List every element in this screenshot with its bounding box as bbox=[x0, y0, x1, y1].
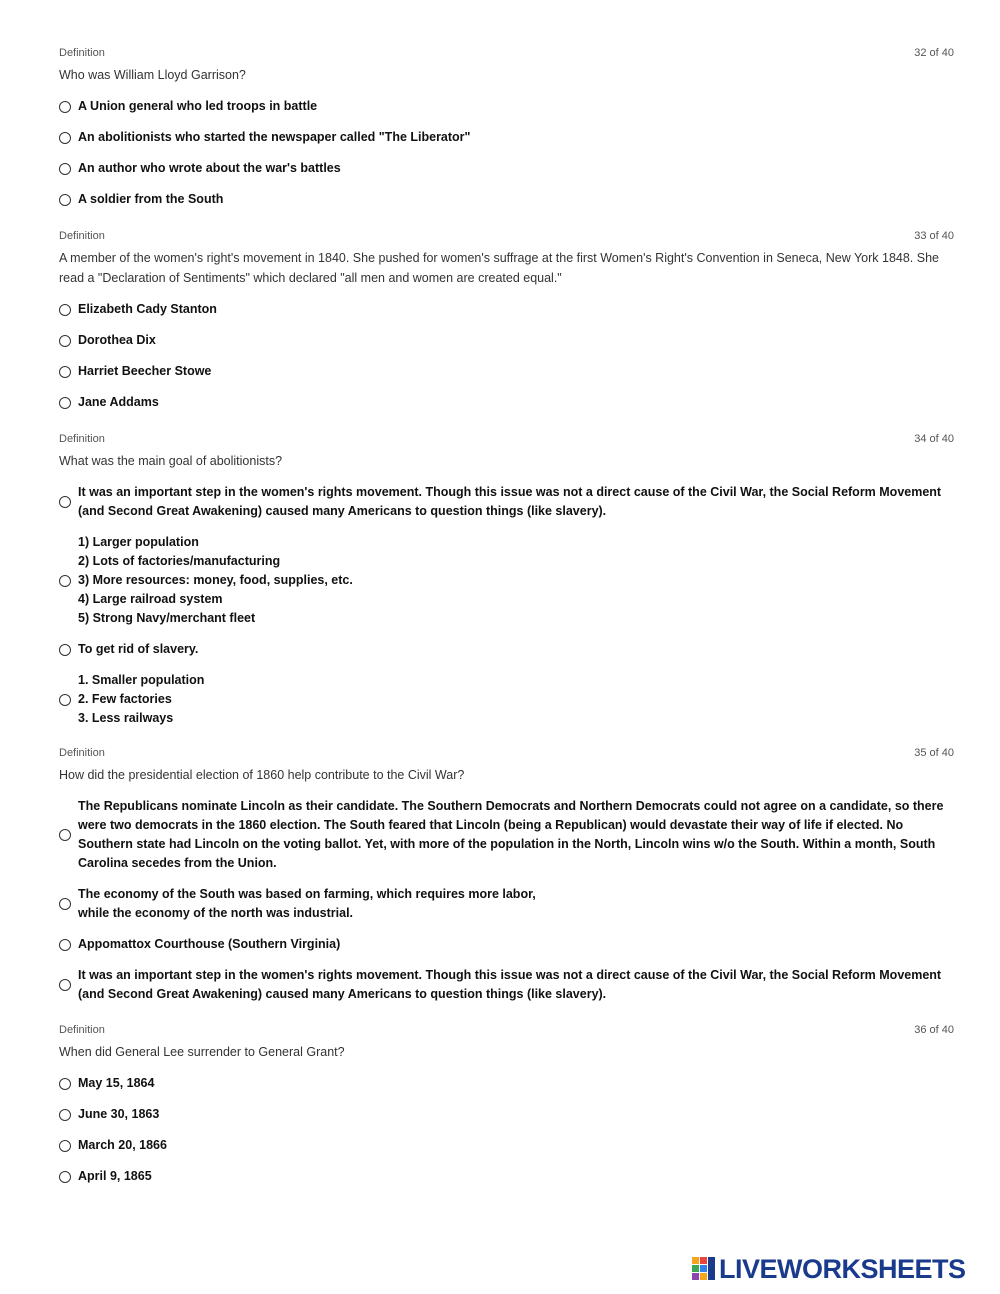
question-header bbox=[59, 433, 954, 449]
question-prompt: When did General Lee surrender to General Grant? bbox=[59, 1045, 345, 1059]
radio-button-icon[interactable] bbox=[59, 101, 71, 113]
question-prompt: What was the main goal of abolitionists? bbox=[59, 454, 283, 468]
answer-option[interactable] bbox=[59, 331, 954, 350]
radio-button-icon[interactable] bbox=[59, 1078, 71, 1090]
radio-button-icon[interactable] bbox=[59, 397, 71, 409]
question-type: Definition bbox=[59, 47, 105, 59]
option-label: Appomattox Courthouse (Southern Virginia) bbox=[78, 937, 341, 951]
option-label: It was an important step in the women's rights movement. Though this issue was not a direct cause of the Civil War, the Social Reform Movement (and Second Great Awakening) caused many Americans to question things (like slavery). bbox=[78, 485, 942, 518]
question-type: Definition bbox=[59, 433, 105, 445]
answer-option[interactable] bbox=[59, 885, 954, 923]
liveworksheets-logo-icon bbox=[692, 1257, 716, 1281]
option-label: A Union general who led troops in battle bbox=[78, 99, 318, 113]
answer-option[interactable] bbox=[59, 483, 954, 521]
question-type: Definition bbox=[59, 1024, 105, 1036]
question-type: Definition bbox=[59, 230, 105, 242]
option-label: An author who wrote about the war's battles bbox=[78, 161, 341, 175]
question-block bbox=[59, 230, 954, 412]
option-label: Harriet Beecher Stowe bbox=[78, 364, 212, 378]
option-label: The Republicans nominate Lincoln as their candidate. The Southern Democrats and Northern Democrats could not agree on a candidate, so there were two democrats in the 1860 election. The South feared that Lincoln (being a Republican) would devastate their way of life if elected. No Southern state had Lincoln on the voting ballot. Yet, with more of the population in the North, Lincoln wins w/o the South. Within a month, South Carolina secedes from the Union. bbox=[78, 799, 944, 870]
radio-button-icon[interactable] bbox=[59, 194, 71, 206]
radio-button-icon[interactable] bbox=[59, 366, 71, 378]
answer-option[interactable] bbox=[59, 1136, 954, 1155]
question-type: Definition bbox=[59, 747, 105, 759]
option-label: It was an important step in the women's rights movement. Though this issue was not a direct cause of the Civil War, the Social Reform Movement (and Second Great Awakening) caused many Americans to question things (like slavery). bbox=[78, 968, 942, 1001]
radio-button-icon[interactable] bbox=[59, 979, 71, 991]
question-header bbox=[59, 1024, 954, 1040]
question-block bbox=[59, 1024, 954, 1186]
option-label: 1. Smaller population 2. Few factories 3. Less railways bbox=[78, 673, 205, 725]
answer-option[interactable] bbox=[59, 393, 954, 412]
question-counter: 32 of 40 bbox=[914, 47, 954, 59]
answer-option[interactable] bbox=[59, 159, 954, 178]
question-counter: 36 of 40 bbox=[914, 1024, 954, 1036]
option-label: March 20, 1866 bbox=[78, 1138, 167, 1152]
radio-button-icon[interactable] bbox=[59, 496, 71, 508]
question-prompt: How did the presidential election of 1860 help contribute to the Civil War? bbox=[59, 768, 465, 782]
option-label: A soldier from the South bbox=[78, 192, 224, 206]
radio-button-icon[interactable] bbox=[59, 898, 71, 910]
radio-button-icon[interactable] bbox=[59, 163, 71, 175]
answer-option[interactable] bbox=[59, 128, 954, 147]
brand-name: LIVEWORKSHEETS bbox=[719, 1254, 966, 1284]
option-label: May 15, 1864 bbox=[78, 1076, 155, 1090]
option-label: Elizabeth Cady Stanton bbox=[78, 302, 217, 316]
answer-option[interactable] bbox=[59, 362, 954, 381]
question-header bbox=[59, 230, 954, 246]
radio-button-icon[interactable] bbox=[59, 1171, 71, 1183]
option-label: To get rid of slavery. bbox=[78, 642, 199, 656]
option-label: Jane Addams bbox=[78, 395, 159, 409]
radio-button-icon[interactable] bbox=[59, 1140, 71, 1152]
radio-button-icon[interactable] bbox=[59, 1109, 71, 1121]
question-counter: 33 of 40 bbox=[914, 230, 954, 242]
radio-button-icon[interactable] bbox=[59, 939, 71, 951]
answer-option[interactable] bbox=[59, 1074, 954, 1093]
option-label: June 30, 1863 bbox=[78, 1107, 160, 1121]
question-counter: 34 of 40 bbox=[914, 433, 954, 445]
question-header bbox=[59, 747, 954, 763]
answer-option[interactable] bbox=[59, 935, 954, 954]
question-block bbox=[59, 747, 954, 1004]
question-counter: 35 of 40 bbox=[914, 747, 954, 759]
radio-button-icon[interactable] bbox=[59, 132, 71, 144]
question-block bbox=[59, 433, 954, 728]
answer-option[interactable] bbox=[59, 1167, 954, 1186]
answer-option[interactable] bbox=[59, 300, 954, 319]
option-label: The economy of the South was based on farming, which requires more labor, while the economy of the north was industrial. bbox=[78, 887, 536, 920]
radio-button-icon[interactable] bbox=[59, 335, 71, 347]
question-prompt: A member of the women's right's movement in 1840. She pushed for women's suffrage at the first Women's Right's Convention in Seneca, New York 1848. She read a "Declaration of Sentiments" which declared "all men and women are created equal." bbox=[59, 251, 939, 285]
option-label: Dorothea Dix bbox=[78, 333, 156, 347]
question-header bbox=[59, 47, 954, 63]
question-block bbox=[59, 47, 954, 209]
radio-button-icon[interactable] bbox=[59, 644, 71, 656]
question-prompt: Who was William Lloyd Garrison? bbox=[59, 68, 246, 82]
answer-option[interactable] bbox=[59, 1105, 954, 1124]
radio-button-icon[interactable] bbox=[59, 575, 71, 587]
answer-option[interactable] bbox=[59, 797, 954, 873]
liveworksheets-brand bbox=[692, 1253, 992, 1287]
answer-option[interactable] bbox=[59, 640, 954, 659]
answer-option[interactable] bbox=[59, 190, 954, 209]
answer-option[interactable] bbox=[59, 671, 954, 728]
radio-button-icon[interactable] bbox=[59, 829, 71, 841]
radio-button-icon[interactable] bbox=[59, 304, 71, 316]
radio-button-icon[interactable] bbox=[59, 694, 71, 706]
answer-option[interactable] bbox=[59, 966, 954, 1004]
answer-option[interactable] bbox=[59, 533, 954, 628]
option-label: 1) Larger population 2) Lots of factories/manufacturing 3) More resources: money, food, supplies, etc. 4) Large railroad system 5) Strong Navy/merchant fleet bbox=[78, 535, 353, 625]
option-label: An abolitionists who started the newspaper called "The Liberator" bbox=[78, 130, 471, 144]
option-label: April 9, 1865 bbox=[78, 1169, 152, 1183]
answer-option[interactable] bbox=[59, 97, 954, 116]
